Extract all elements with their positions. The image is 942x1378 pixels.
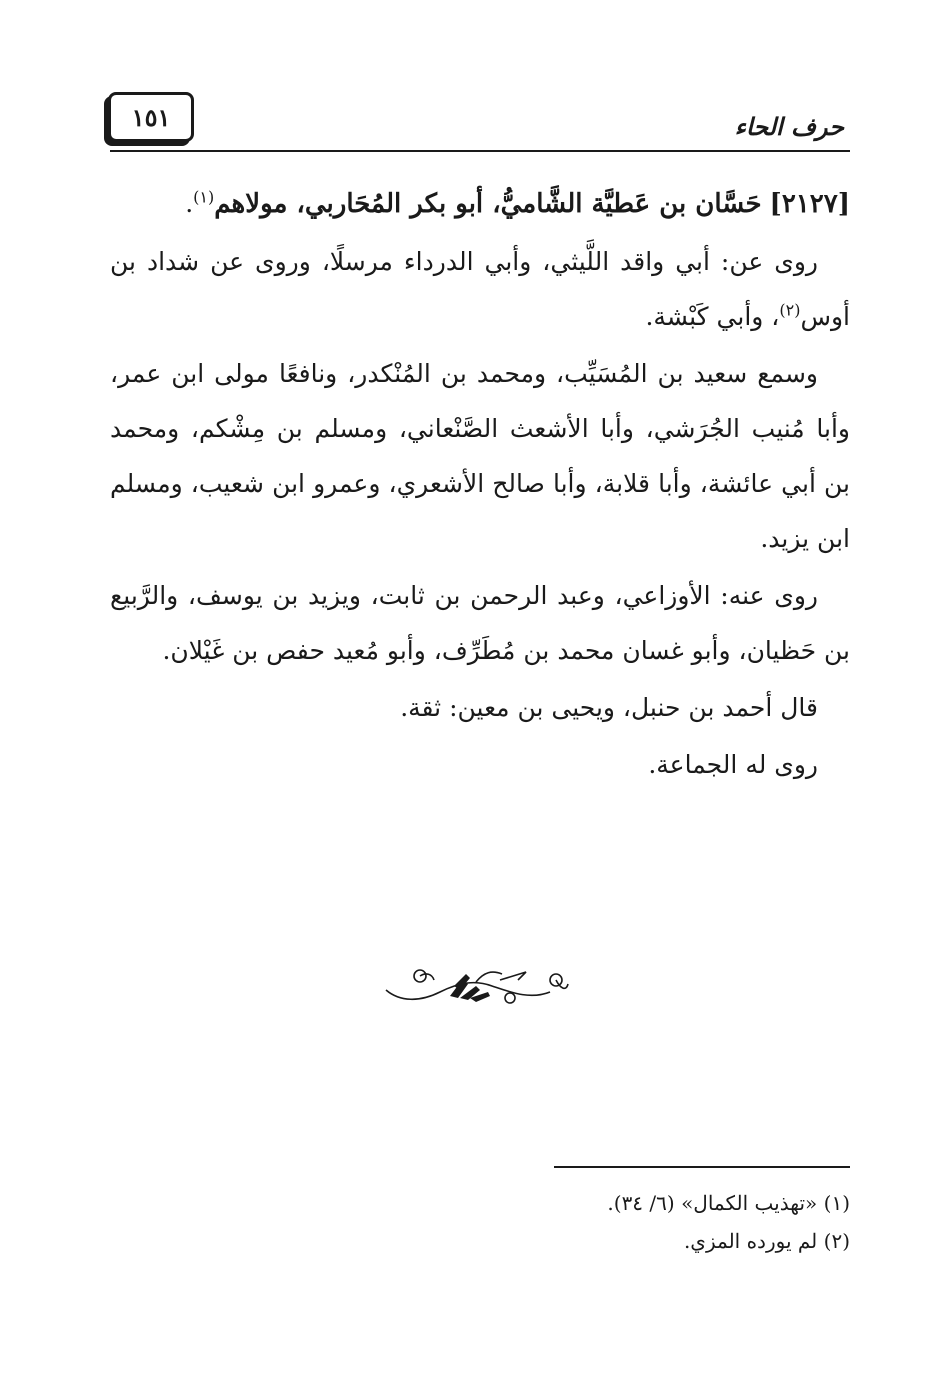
footnote-2: (٢) لم يورده المزي.	[683, 1229, 850, 1253]
narrated-from-text-end: ، وأبي كَبْشة.	[645, 302, 780, 331]
entry-number: [٢١٢٧]	[769, 189, 850, 219]
floral-ornament-icon	[380, 962, 572, 1012]
narrated-by-paragraph: روى عنه: الأوزاعي، وعبد الرحمن بن ثابت، ويزيد بن يوسف، والرَّبيع بن حَظيان، وأبو غسان محمد بن مُطَرِّف، وأبو مُعيد حفص بن غَيْلان.	[110, 581, 850, 665]
header-divider	[110, 150, 850, 152]
entry-name: حَسَّان بن عَطيَّة الشَّاميُّ، أبو بكر المُحَاربي، مولاهم	[214, 189, 762, 219]
narrated-from-paragraph	[110, 234, 850, 344]
entry-heading	[110, 176, 850, 232]
collection-paragraph: روى له الجماعة.	[648, 750, 818, 779]
footnotes	[110, 1184, 850, 1260]
entry-heading-end: .	[185, 189, 194, 218]
narrated-from-text: روى عن: أبي واقد اللَّيثي، وأبي الدرداء مرسلًا، وروى عن شداد بن أوس	[110, 247, 850, 331]
footnote-ref-2: (٢)	[779, 300, 801, 320]
page-number: ١٥١	[108, 92, 194, 142]
grading-paragraph: قال أحمد بن حنبل، ويحيى بن معين: ثقة.	[400, 693, 818, 722]
running-header-title: حرف الحاء	[734, 112, 844, 141]
entry-body	[110, 176, 850, 792]
heard-from-paragraph: وسمع سعيد بن المُسَيِّب، ومحمد بن المُنْكدر، ونافعًا مولى ابن عمر، وأبا مُنيب الجُرَشي، وأبا الأشعث الصَّنْعاني، ومسلم بن مِشْكم، ومحمد بن أبي عائشة، وأبا قلابة، وأبا صالح الأشعري، وعمرو ابن شعيب، ومسلم ابن يزيد.	[110, 359, 850, 553]
footnote-divider	[554, 1166, 850, 1168]
footnote-ref-1: (١)	[193, 187, 215, 207]
footnote-1: (١) «تهذيب الكمال» (٦/ ٣٤).	[607, 1191, 850, 1215]
